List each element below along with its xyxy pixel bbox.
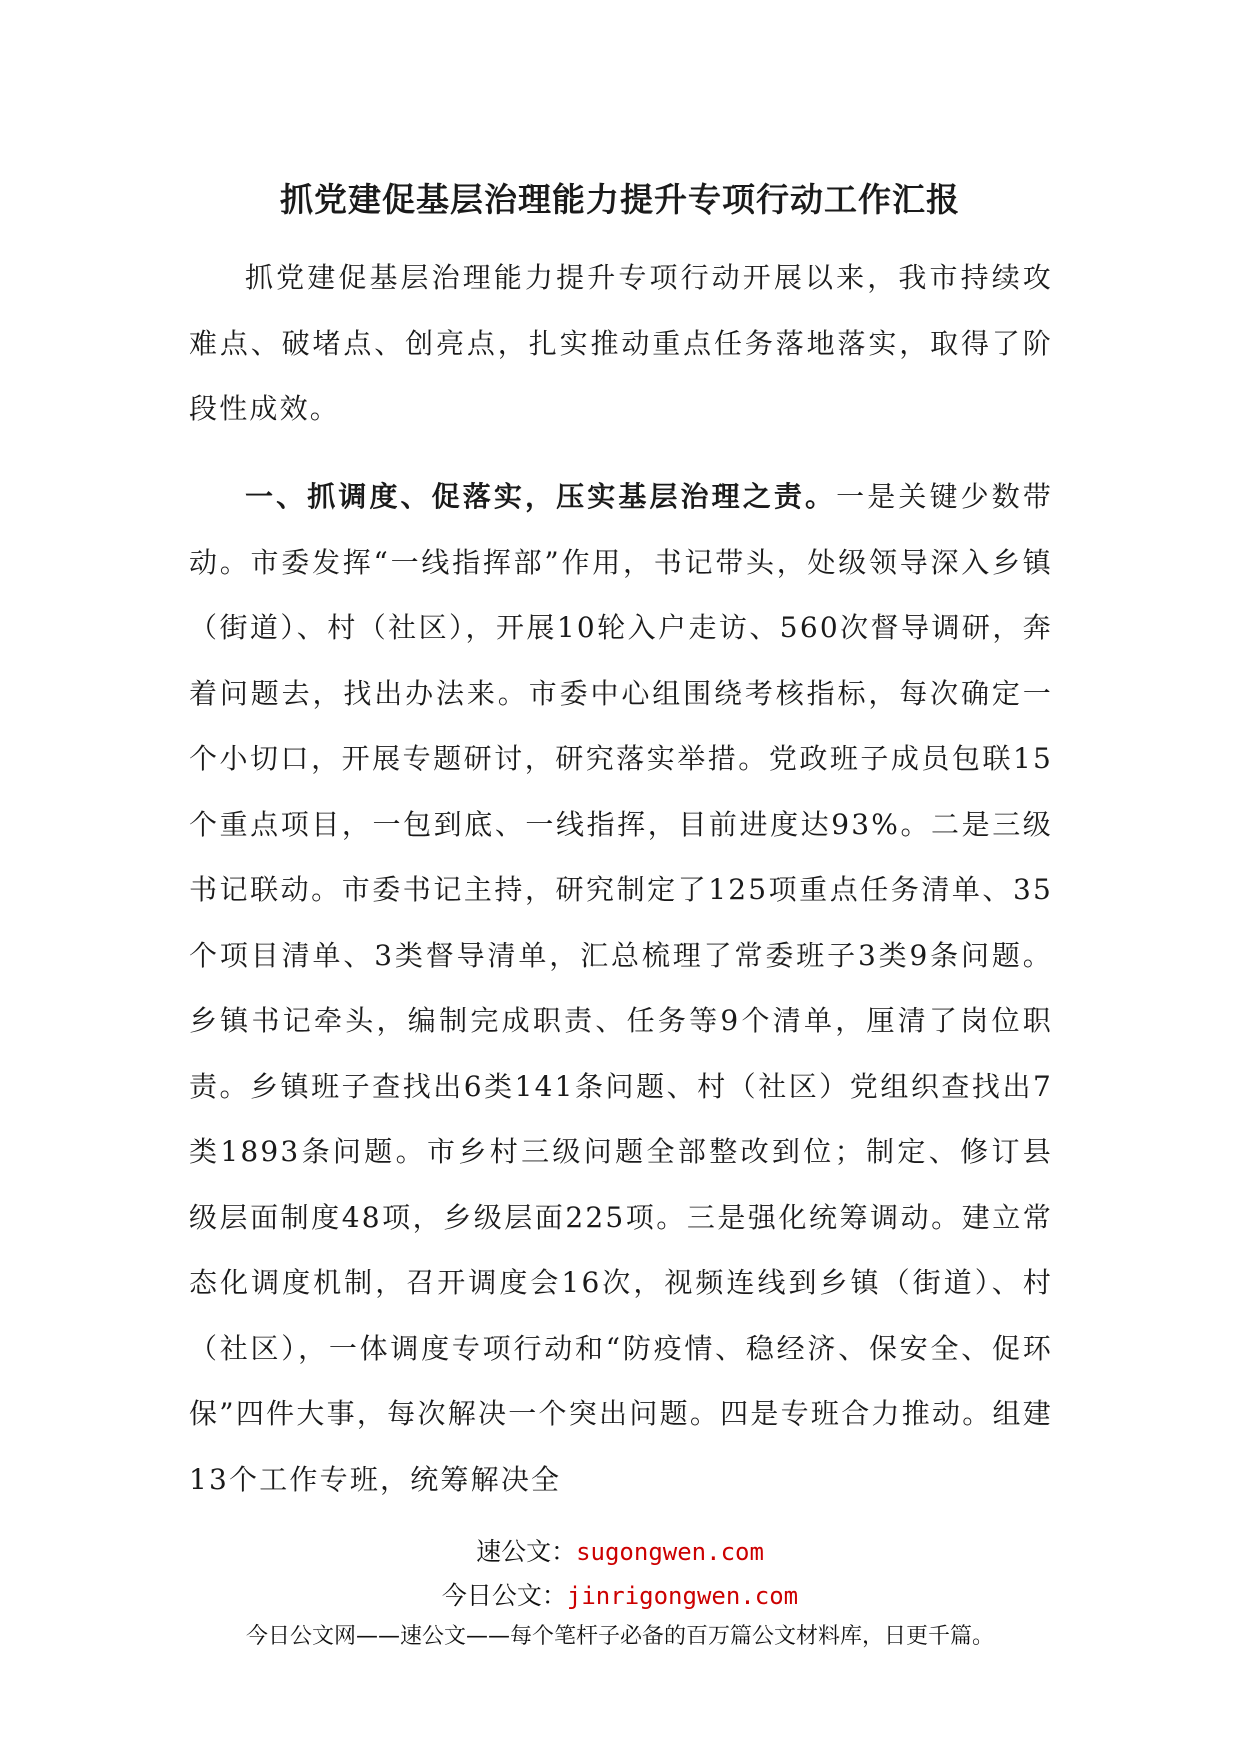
footer-slogan: 今日公文网——速公文——每个笔杆子必备的百万篇公文材料库，日更千篇。 [245,1624,994,1649]
intro-paragraph: 抓党建促基层治理能力提升专项行动开展以来，我市持续攻难点、破堵点、创亮点，扎实推动重点任务落地落实，取得了阶段性成效。 [189,261,1053,425]
section-1-heading: 一、抓调度、促落实，压实基层治理之责。 [245,480,837,513]
footer-sugongwen [0,1534,1240,1570]
section-1-body: 一是关键少数带动。市委发挥“一线指挥部”作用，书记带头，处级领导深入乡镇（街道）、村（社区），开展10轮入户走访、560次督导调研，奔着问题去，找出办法来。市委中心组围绕考核指标，每次确定一个小切口，开展专题研讨，研究落实举措。党政班子成员包联15个重点项目，一包到底、一线指挥，目前进度达93%。二是三级书记联动。市委书记主持，研究制定了125项重点任务清单、35个项目清单、3类督导清单，汇总梳理了常委班子3类9条问题。乡镇书记牵头，编制完成职责、任务等9个清单，厘清了岗位职责。乡镇班子查找出6类141条问题、村（社区）党组织查找出7类1893条问题。市乡村三级问题全部整改到位；制定、修订县级层面制度48项，乡级层面225项。三是强化统筹调动。建立常态化调度机制，召开调度会16次，视频连线到乡镇（街道）、村（社区），一体调度专项行动和“防疫情、稳经济、保安全、促环保”四件大事，每次解决一个突出问题。四是专班合力推动。组建13个工作专班，统筹解决全 [189,480,1053,1496]
section-1-paragraph [189,464,1053,1512]
footer-jinrigongwen-link[interactable]: jinrigongwen.com [566,1582,799,1610]
footer-sugongwen-label: 速公文： [476,1537,577,1566]
footer-jinrigongwen [0,1578,1240,1614]
footer-jinrigongwen-label: 今日公文： [441,1581,567,1610]
footer-sugongwen-link[interactable]: sugongwen.com [576,1538,764,1566]
document-title: 抓党建促基层治理能力提升专项行动工作汇报 [280,180,960,219]
